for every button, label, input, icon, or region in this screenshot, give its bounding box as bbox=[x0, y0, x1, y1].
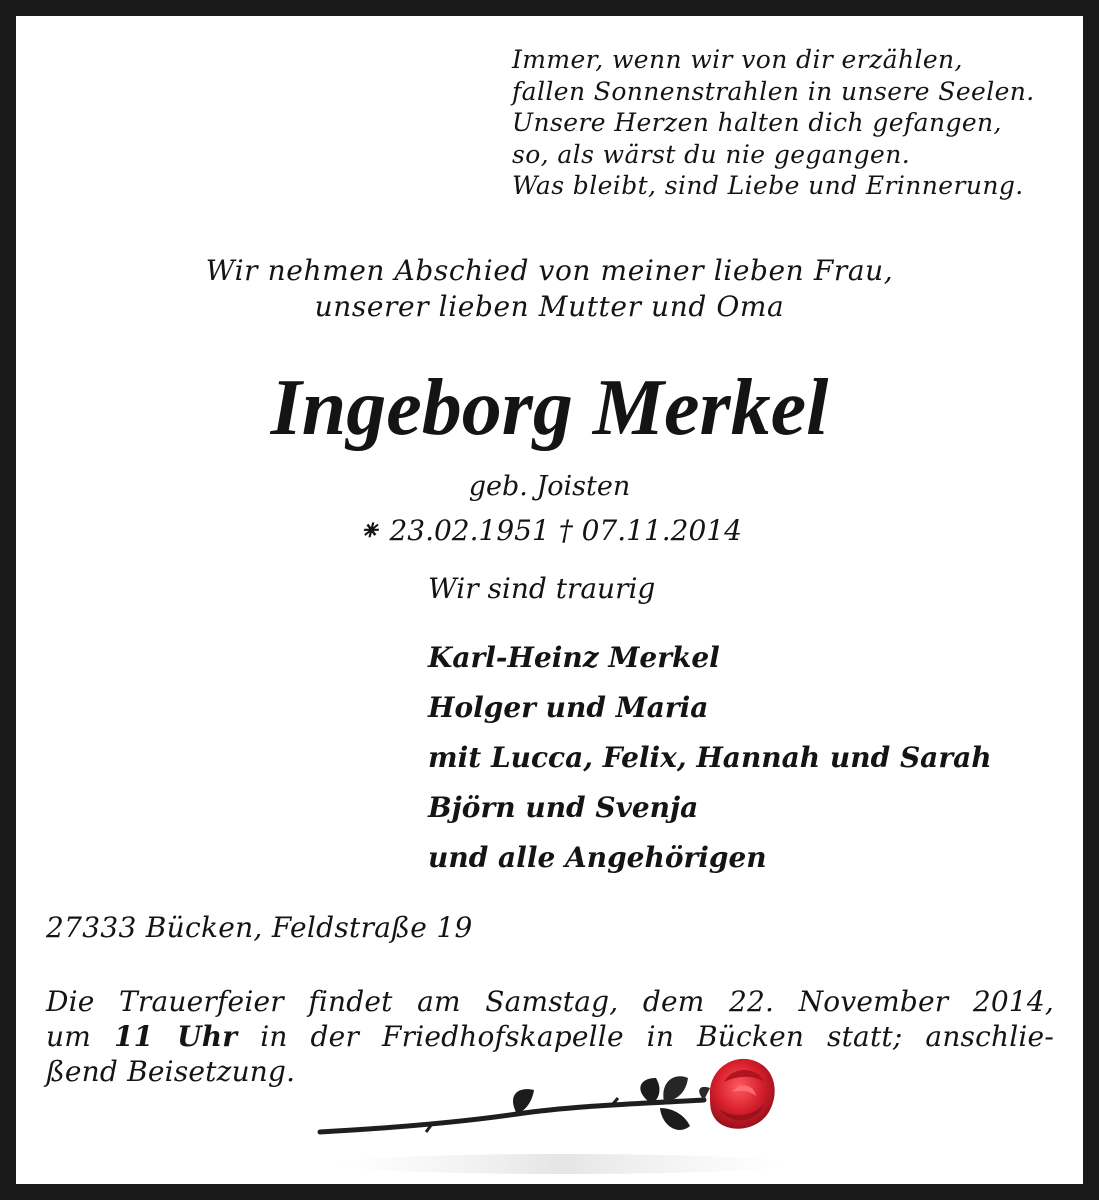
mourner-name: mit Lucca, Felix, Hannah und Sarah bbox=[428, 741, 992, 774]
maiden-name: geb. Joisten bbox=[468, 471, 631, 502]
life-dates bbox=[0, 513, 1099, 549]
poem-line: Unsere Herzen halten dich gefangen, bbox=[512, 108, 1002, 137]
family-address: 27333 Bücken, Feldstraße 19 bbox=[46, 911, 473, 944]
poem-line: Immer, wenn wir von dir erzählen, bbox=[512, 45, 963, 74]
mourning-statement: Wir sind traurig bbox=[428, 572, 656, 605]
deceased-name: Ingeborg Merkel bbox=[270, 364, 829, 452]
poem-line: so, als wärst du nie gegangen. bbox=[512, 139, 911, 169]
mourner-list bbox=[428, 633, 992, 883]
funeral-line-1: Die Trauerfeier findet am Samstag, dem 22. November 2014, bbox=[46, 985, 1054, 1018]
memorial-poem bbox=[512, 44, 1082, 202]
farewell-intro bbox=[0, 253, 1099, 325]
funeral-line-2 bbox=[46, 1019, 1054, 1054]
funeral-line-3: ßend Beisetzung. bbox=[46, 1055, 296, 1088]
death-cross-icon: † bbox=[558, 514, 573, 547]
funeral-time: 11 Uhr bbox=[113, 1020, 238, 1053]
birth-star-icon: ⁕ bbox=[357, 514, 381, 547]
rose-shadow bbox=[332, 1154, 792, 1174]
rose-leaf bbox=[660, 1108, 690, 1130]
poem-line: Was bleibt, sind Liebe und Erinnerung. bbox=[512, 171, 1024, 200]
rose-stem bbox=[320, 1100, 704, 1132]
intro-line-2: unserer lieben Mutter und Oma bbox=[314, 290, 785, 323]
poem-line: fallen Sonnenstrahlen in unsere Seelen. bbox=[512, 76, 1035, 106]
rose-image bbox=[312, 1052, 792, 1182]
funeral-line-2-end: in der Friedhofskapelle in Bücken statt; anschlie- bbox=[260, 1020, 1054, 1053]
rose-leaf bbox=[663, 1076, 688, 1102]
funeral-line-2-start: um bbox=[46, 1020, 91, 1053]
birth-date: 23.02.1951 bbox=[389, 514, 550, 547]
mourner-name: und alle Angehörigen bbox=[428, 841, 767, 874]
death-date: 07.11.2014 bbox=[581, 514, 742, 547]
mourner-name: Björn und Svenja bbox=[428, 791, 699, 824]
mourner-name: Holger und Maria bbox=[428, 691, 709, 724]
intro-line-1: Wir nehmen Abschied von meiner lieben Frau, bbox=[205, 254, 894, 287]
mourner-name: Karl-Heinz Merkel bbox=[428, 641, 720, 674]
